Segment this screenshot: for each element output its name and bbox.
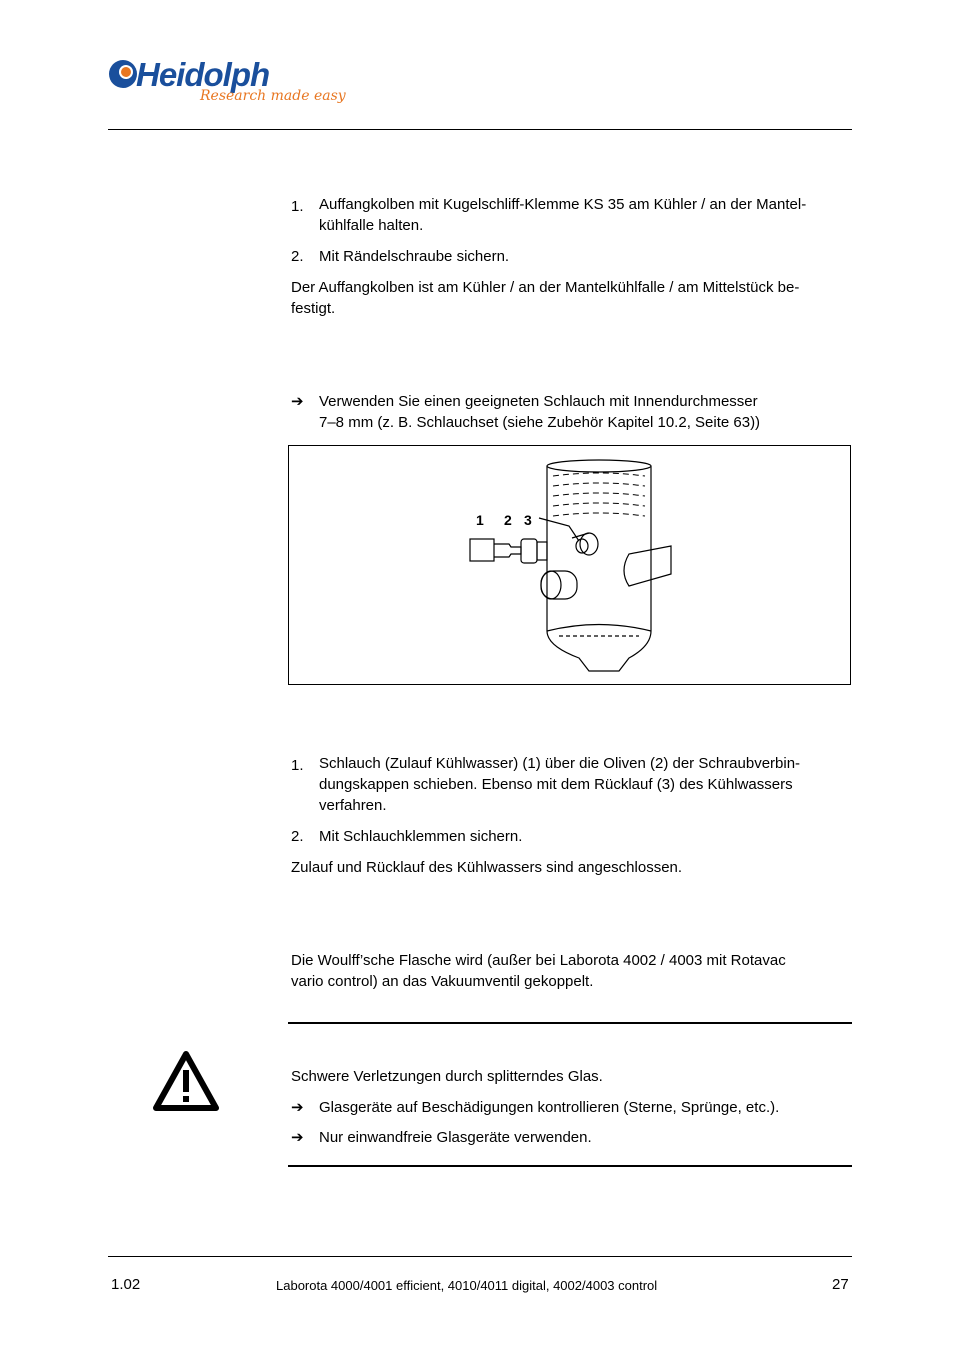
footer-title: Laborota 4000/4001 efficient, 4010/4011 digital, 4002/4003 control: [276, 1278, 658, 1293]
callout-3: 3: [524, 512, 532, 528]
page-number: 27: [832, 1276, 849, 1293]
result-text: Der Auffangkolben ist am Kühler / an der Mantelkühlfalle / am Mittelstück be-: [291, 279, 800, 296]
header-rule: [108, 129, 852, 130]
step-number: 1.: [291, 757, 304, 774]
arrow-icon: ➔: [291, 392, 304, 410]
logo-mark-icon: [108, 54, 138, 94]
result-text: Zulauf und Rücklauf des Kühlwassers sind angeschlossen.: [291, 859, 683, 876]
step-text: Mit Schlauchklemmen sichern.: [319, 828, 523, 845]
result-text: festigt.: [291, 300, 336, 317]
body-text: Die Woulff’sche Flasche wird (außer bei Laborota 4002 / 4003 mit Rotavac: [291, 952, 786, 969]
step-text: dungskappen schieben. Ebenso mit dem Rücklauf (3) des Kühlwassers: [319, 776, 793, 793]
warning-rule-bottom: [288, 1165, 852, 1167]
cooler-connection-illustration: [289, 446, 852, 686]
arrow-icon: ➔: [291, 1128, 304, 1146]
bullet-text: 7–8 mm (z. B. Schlauchset (siehe Zubehör Kapitel 10.2, Seite 63)): [319, 414, 761, 431]
callout-1: 1: [476, 512, 484, 528]
step-text: verfahren.: [319, 797, 387, 814]
step-number: 2.: [291, 248, 304, 265]
body-text: vario control) an das Vakuumventil gekoppelt.: [291, 973, 594, 990]
warning-triangle-icon: [152, 1050, 220, 1112]
brand-tagline: Research made easy: [200, 88, 346, 104]
warning-text: Schwere Verletzungen durch splitterndes Glas.: [291, 1068, 603, 1085]
bullet-text: Verwenden Sie einen geeigneten Schlauch mit Innendurchmesser: [319, 393, 758, 410]
brand-name: Heidolph: [136, 56, 270, 93]
warning-bullet: Glasgeräte auf Beschädigungen kontrollieren (Sterne, Sprünge, etc.).: [319, 1099, 780, 1116]
step-text: kühlfalle halten.: [319, 217, 424, 234]
footer-rule: [108, 1256, 852, 1257]
figure: [288, 445, 851, 685]
step-text: Auffangkolben mit Kugelschliff-Klemme KS 35 am Kühler / an der Mantel-: [319, 196, 807, 213]
step-text: Schlauch (Zulauf Kühlwasser) (1) über die Oliven (2) der Schraubverbin-: [319, 755, 801, 772]
step-number: 1.: [291, 198, 304, 215]
warning-rule-top: [288, 1022, 852, 1024]
arrow-icon: ➔: [291, 1098, 304, 1116]
step-number: 2.: [291, 828, 304, 845]
callout-2: 2: [504, 512, 512, 528]
warning-bullet: Nur einwandfreie Glasgeräte verwenden.: [319, 1129, 592, 1146]
footer-version: 1.02: [111, 1276, 141, 1293]
step-text: Mit Rändelschraube sichern.: [319, 248, 510, 265]
